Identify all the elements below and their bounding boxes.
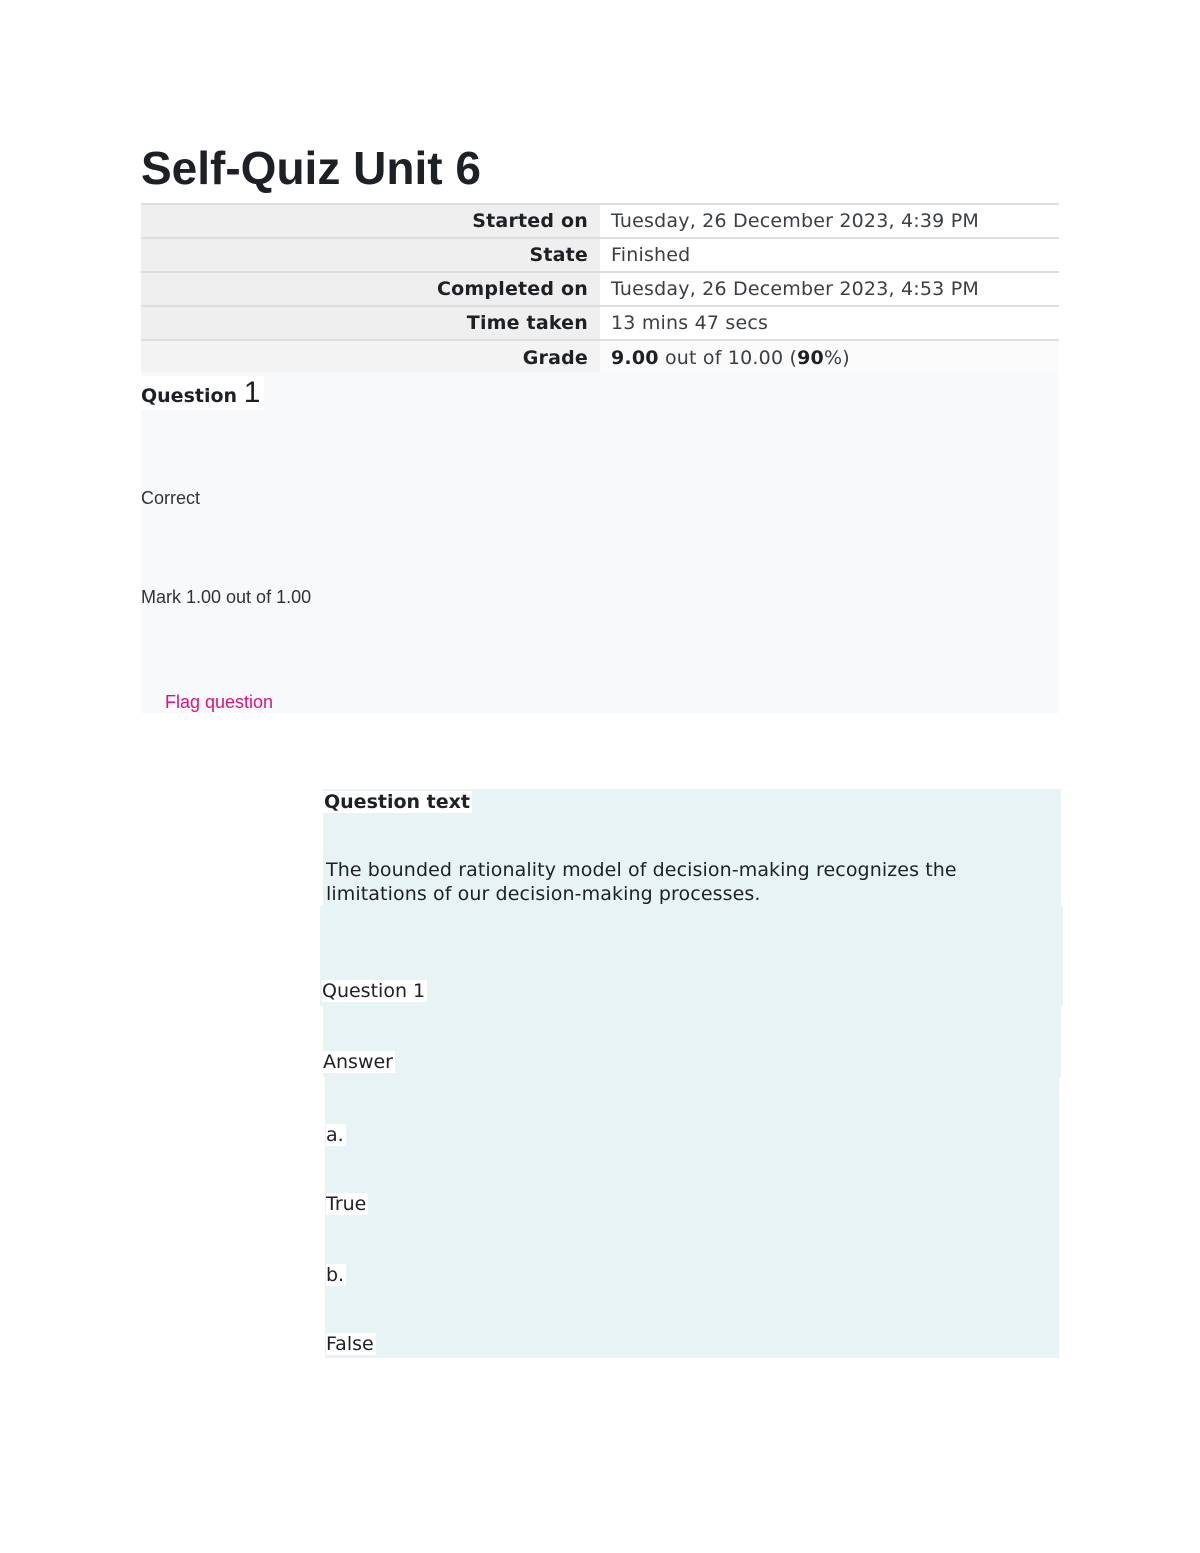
option-a-text[interactable]: True (326, 1193, 367, 1215)
summary-row-started (141, 204, 1059, 238)
question-prefix: Question (141, 385, 238, 407)
summary-row-time-taken (141, 306, 1059, 340)
summary-label: Completed on (141, 272, 600, 306)
question-content-area (323, 1005, 1061, 1077)
grade-score: 9.00 (611, 346, 659, 369)
summary-label: Grade (141, 340, 600, 374)
option-a-letter[interactable]: a. (326, 1124, 344, 1146)
grade-percent-suffix: %) (823, 346, 850, 369)
option-b-text[interactable]: False (326, 1333, 374, 1355)
question-info-panel (141, 372, 1059, 713)
option-b-letter[interactable]: b. (326, 1264, 345, 1286)
summary-value: Finished (600, 238, 1059, 272)
question-content-area (320, 906, 1063, 1006)
question-content-area (325, 1076, 1059, 1358)
quiz-summary-table (141, 203, 1059, 374)
grade-percent: 90 (797, 346, 824, 369)
answer-label: Answer (323, 1051, 393, 1073)
question-text-heading: Question text (324, 791, 470, 813)
summary-value: Tuesday, 26 December 2023, 4:53 PM (600, 272, 1059, 306)
summary-row-grade (141, 340, 1059, 374)
question-number-value: 1 (243, 376, 261, 409)
question-aria-label: Question 1 (322, 980, 426, 1002)
flag-question-link[interactable]: Flag question (165, 692, 274, 712)
question-mark: Mark 1.00 out of 1.00 (141, 587, 312, 607)
summary-value: Tuesday, 26 December 2023, 4:39 PM (600, 204, 1059, 238)
grade-value (600, 340, 1059, 374)
summary-label: State (141, 238, 600, 272)
page-title: Self-Quiz Unit 6 (141, 142, 481, 194)
question-number (141, 376, 264, 410)
question-state: Correct (141, 488, 201, 508)
question-text: The bounded rationality model of decision-making recognizes the limitations of our decision-making processes. (326, 859, 957, 905)
summary-value: 13 mins 47 secs (600, 306, 1059, 340)
summary-row-completed (141, 272, 1059, 306)
summary-row-state (141, 238, 1059, 272)
grade-out-of: out of 10.00 ( (664, 346, 798, 369)
summary-label: Time taken (141, 306, 600, 340)
summary-label: Started on (141, 204, 600, 238)
